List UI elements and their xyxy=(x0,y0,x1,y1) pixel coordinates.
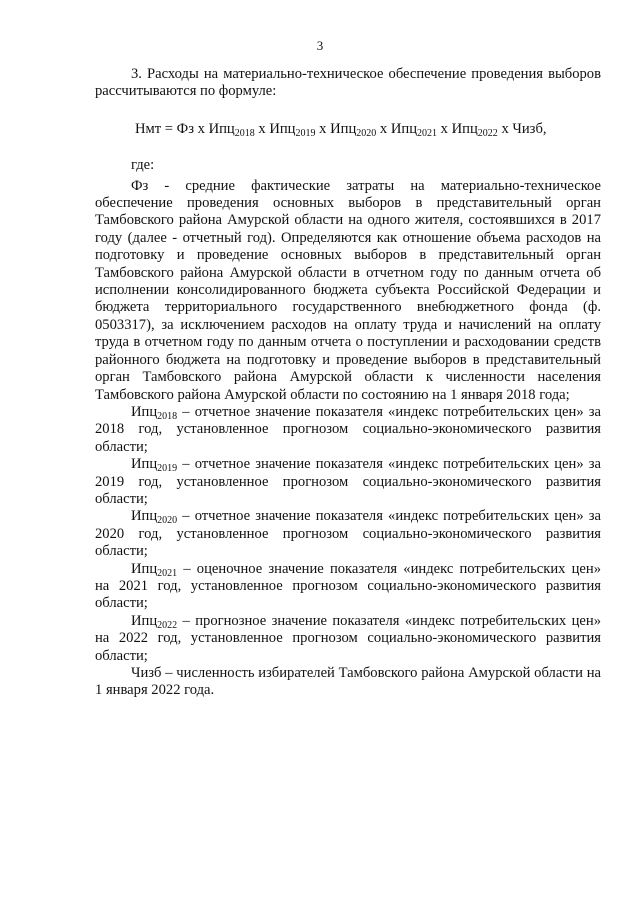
definition-text: – оценочное значение показателя «индекс потребительских цен» на 2021 год, установленное прогнозом социально-экономического развития области; xyxy=(95,560,601,612)
formula-term: х Ипц xyxy=(437,120,478,137)
definition-text: – прогнозное значение показателя «индекс потребительских цен» на 2022 год, установленное прогнозом социально-экономического развития области; xyxy=(95,612,601,664)
intro-paragraph: 3. Расходы на материально-техническое обеспечение проведения выборов рассчитываются по формуле: xyxy=(95,66,601,100)
definition-text: – численность избирателей Тамбовского района Амурской области на 1 января 2022 года. xyxy=(95,665,601,699)
definition-symbol: Ипц xyxy=(131,456,158,473)
definition-subscript: 2021 xyxy=(157,567,178,579)
where-label: где: xyxy=(131,157,155,174)
page-number: 3 xyxy=(316,38,324,53)
definition-paragraph xyxy=(95,456,601,508)
definition-symbol: Чизб xyxy=(131,665,162,681)
definition-symbol: Ипц xyxy=(131,508,158,525)
definition-paragraph xyxy=(95,404,601,456)
definition-subscript: 2022 xyxy=(157,619,178,631)
definition-paragraph xyxy=(95,508,601,560)
definition-subscript: 2020 xyxy=(157,515,178,527)
formula-term: х Чизб, xyxy=(497,120,547,137)
formula-subscript: 2018 xyxy=(234,127,255,139)
formula-term: х Ипц xyxy=(254,120,296,137)
definition-subscript: 2019 xyxy=(157,463,178,475)
definition-paragraph xyxy=(95,178,601,404)
definition-text: – отчетное значение показателя «индекс потребительских цен» за 2018 год, установленное прогнозом социально-экономического развития области; xyxy=(95,403,601,455)
formula xyxy=(95,121,601,138)
document-body xyxy=(95,66,601,700)
definition-text: – отчетное значение показателя «индекс потребительских цен» за 2019 год, установленное прогнозом социально-экономического развития области; xyxy=(95,456,601,507)
formula-term: х Ипц xyxy=(315,120,357,137)
definition-text: – отчетное значение показателя «индекс потребительских цен» за 2020 год, установленное прогнозом социально-экономического развития области; xyxy=(95,508,601,560)
definition-text: - средние фактические затраты на материально-техническое обеспечение проведения основных выборов в представительный орган Тамбовского района Амурской области на одного жителя, состоявшихся в 2017 году (далее - отчетный год). Определяются как отношение объема расходов на подготовку и проведение основных выборов в представительный орган Тамбовского района Амурской области в отчетном году по данным отчета об исполнении консолидированного бюджета субъекта Российской Федерации и бюджета территориального государственного внебюджетного фонда (ф. 0503317), за исключением расходов на оплату труда и начислений на оплату труда в отчетном году по данным отчета о поступлении и расходовании средств районного бюджета на подготовку и проведение выборов в представительный орган Тамбовского района Амурской области к численности населения Тамбовского района Амурской области по состоянию на 1 января 2018 года; xyxy=(95,177,601,403)
definition-paragraph xyxy=(95,561,601,613)
definition-paragraph xyxy=(95,665,601,700)
formula-subscript: 2020 xyxy=(356,127,377,139)
definition-symbol: Ипц xyxy=(131,612,158,629)
formula-subscript: 2021 xyxy=(417,127,438,139)
formula-subscript: 2022 xyxy=(477,127,498,139)
definition-paragraph xyxy=(95,613,601,665)
formula-term: Нмт = Фз х Ипц xyxy=(135,120,235,137)
definition-subscript: 2018 xyxy=(157,410,178,422)
definition-symbol: Ипц xyxy=(131,560,158,577)
definition-symbol: Ипц xyxy=(131,403,158,420)
formula-subscript: 2019 xyxy=(295,127,316,139)
formula-term: х Ипц xyxy=(376,120,418,137)
definitions-list xyxy=(95,178,601,700)
definition-symbol: Фз xyxy=(131,177,149,194)
